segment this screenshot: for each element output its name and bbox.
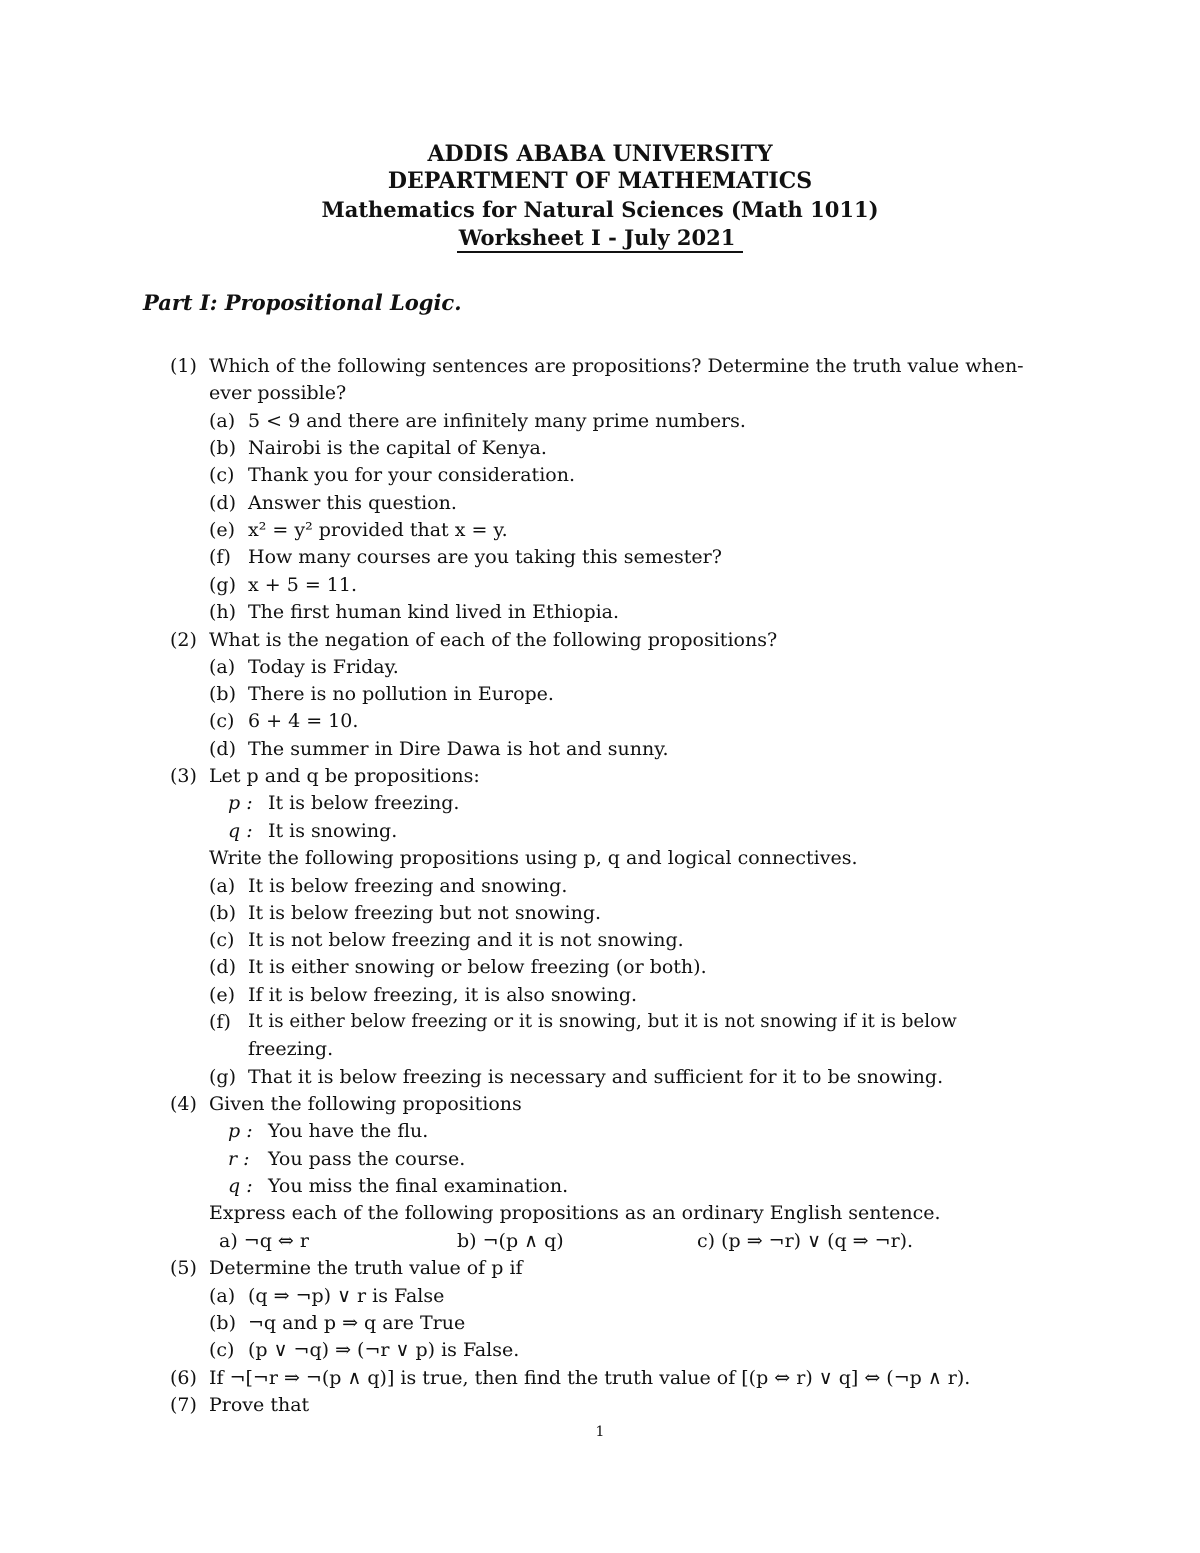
question-text: If ¬[¬r ⇒ ¬(p ∧ q)] is true, then find the truth value of [(p ⇔ r) ∨ q] ⇔ (¬p ∧ r).: [209, 1367, 971, 1389]
list-item: x² = y² provided that x = y.: [248, 519, 508, 541]
question-number: (2): [170, 629, 197, 651]
definition-symbol: p :: [228, 1120, 253, 1142]
list-item-label: (d): [209, 956, 236, 978]
list-item-label: (d): [209, 738, 236, 760]
list-item-label: (b): [209, 1312, 236, 1334]
list-item-label: (c): [209, 1339, 235, 1361]
list-item: It is either below freezing or it is snowing, but it is not snowing if it is below: [248, 1011, 957, 1032]
question-text: Given the following propositions: [209, 1093, 522, 1115]
page-number: 1: [595, 1424, 605, 1440]
list-item-label: (d): [209, 492, 236, 514]
list-item: Answer this question.: [248, 492, 457, 514]
definition-text: You miss the final examination.: [268, 1175, 569, 1197]
question-text: What is the negation of each of the following propositions?: [209, 629, 778, 651]
definition-text: It is snowing.: [268, 820, 398, 842]
question-text: Determine the truth value of p if: [209, 1257, 523, 1279]
definition-symbol: p :: [228, 792, 253, 814]
option-c: c) (p ⇒ ¬r) ∨ (q ⇒ ¬r).: [697, 1230, 914, 1252]
list-item-label: (a): [209, 656, 236, 678]
list-item: x + 5 = 11.: [248, 574, 358, 596]
list-item-label: (b): [209, 683, 236, 705]
list-item: ¬q and p ⇒ q are True: [248, 1312, 466, 1334]
list-item-label: (a): [209, 875, 236, 897]
question-number: (1): [170, 355, 197, 377]
worksheet-title-text: Worksheet I - July 2021: [457, 225, 744, 253]
list-item: That it is below freezing is necessary and sufficient for it to be snowing.: [248, 1066, 944, 1088]
question-number: (7): [170, 1394, 197, 1416]
question-text: Prove that: [209, 1394, 310, 1416]
worksheet-title: [0, 224, 1200, 253]
list-item-label: (c): [209, 710, 235, 732]
list-item-label: (c): [209, 464, 235, 486]
list-item-label: (a): [209, 1285, 236, 1307]
list-item-label: (f): [209, 546, 231, 568]
option-b: b) ¬(p ∧ q): [457, 1230, 564, 1252]
university-name: ADDIS ABABA UNIVERSITY: [427, 141, 773, 167]
definition-text: It is below freezing.: [268, 792, 460, 814]
department-name: DEPARTMENT OF MATHEMATICS: [387, 168, 813, 194]
list-item-label: (b): [209, 902, 236, 924]
list-item: The first human kind lived in Ethiopia.: [248, 601, 620, 623]
course-title: Mathematics for Natural Sciences (Math 1011): [321, 197, 879, 222]
list-item: (p ∨ ¬q) ⇒ (¬r ∨ p) is False.: [248, 1339, 520, 1361]
list-item-label: (h): [209, 601, 237, 623]
definition-symbol: r :: [228, 1148, 250, 1170]
list-item-label: (b): [209, 437, 236, 459]
options-row: [219, 1229, 1019, 1253]
list-item-label: (g): [209, 574, 236, 596]
question-number: (6): [170, 1367, 197, 1389]
part-title: Part I: Propositional Logic.: [143, 290, 462, 315]
list-item-cont: freezing.: [248, 1038, 334, 1060]
list-item: Today is Friday.: [248, 656, 399, 678]
question-number: (3): [170, 765, 197, 787]
list-item: It is below freezing and snowing.: [248, 875, 568, 897]
list-item: 6 + 4 = 10.: [248, 710, 359, 732]
list-item: How many courses are you taking this semester?: [248, 546, 722, 568]
definition-symbol: q :: [228, 820, 253, 842]
list-item-label: (a): [209, 410, 236, 432]
list-item-label: (e): [209, 984, 236, 1006]
definition-text: You pass the course.: [268, 1148, 466, 1170]
list-item: Thank you for your consideration.: [248, 464, 575, 486]
list-item: 5 < 9 and there are infinitely many prime numbers.: [248, 410, 746, 432]
list-item-label: (c): [209, 929, 235, 951]
list-item: The summer in Dire Dawa is hot and sunny.: [248, 738, 669, 760]
definition-text: You have the flu.: [268, 1120, 429, 1142]
question-text: Which of the following sentences are propositions? Determine the truth value when-: [209, 355, 1024, 377]
list-item-label: (g): [209, 1066, 236, 1088]
list-item: If it is below freezing, it is also snowing.: [248, 984, 638, 1006]
instruction: Write the following propositions using p, q and logical connectives.: [209, 847, 858, 869]
question-number: (5): [170, 1257, 197, 1279]
list-item-label: (e): [209, 519, 236, 541]
list-item: There is no pollution in Europe.: [248, 683, 554, 705]
list-item: It is not below freezing and it is not snowing.: [248, 929, 684, 951]
list-item: It is below freezing but not snowing.: [248, 902, 602, 924]
list-item: Nairobi is the capital of Kenya.: [248, 437, 547, 459]
definition-symbol: q :: [228, 1175, 253, 1197]
list-item-label: (f): [209, 1011, 231, 1033]
list-item: (q ⇒ ¬p) ∨ r is False: [248, 1285, 445, 1307]
question-text-cont: ever possible?: [209, 382, 347, 404]
question-number: (4): [170, 1093, 197, 1115]
instruction: Express each of the following propositions as an ordinary English sentence.: [209, 1202, 941, 1224]
question-text: Let p and q be propositions:: [209, 765, 480, 787]
list-item: It is either snowing or below freezing (or both).: [248, 956, 707, 978]
option-a: a) ¬q ⇔ r: [219, 1230, 309, 1252]
